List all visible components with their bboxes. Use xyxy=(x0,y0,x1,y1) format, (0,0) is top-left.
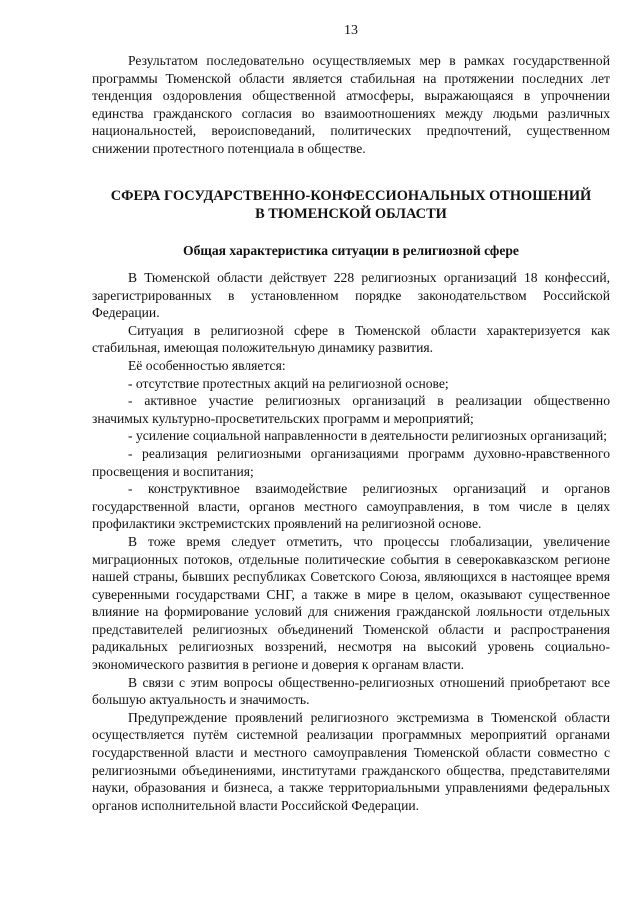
page-number: 13 xyxy=(344,23,358,38)
paragraph: В связи с этим вопросы общественно-религиозных отношений приобретают все большую актуальность и значимость. xyxy=(92,674,610,708)
paragraph: Ситуация в религиозной сфере в Тюменской области характеризуется как стабильная, имеющая положительную динамику развития. xyxy=(92,322,610,356)
intro-paragraph: Результатом последовательно осуществляемых мер в рамках государственной программы Тюменской области является стабильная на протяжении последних лет тенденция оздоровления общественной атмосферы, выражающаяся в упрочнении единства гражданского согласия во взаимоотношениях между людьми различных национальностей, вероисповеданий, политических предпочтений, существенном снижении протестного потенциала в обществе. xyxy=(92,53,610,156)
intro-block xyxy=(92,52,610,158)
subtitle: Общая характеристика ситуации в религиозной сфере xyxy=(183,243,519,258)
feature-item: - отсутствие протестных акций на религиозной основе; xyxy=(128,375,449,391)
feature-item: - усиление социальной направленности в деятельности религиозных организаций; xyxy=(128,428,608,444)
paragraph: Её особенностью является: xyxy=(128,357,286,373)
body-text xyxy=(92,269,610,814)
paragraph: Предупреждение проявлений религиозного экстремизма в Тюменской области осуществляется путём системной реализации программных мероприятий органами государственной власти и местного самоуправления Тюменской области совместно с религиозными объединениями, институтами гражданского общества, представителями науки, образования и бизнеса, а также территориальными управлениями федеральных органов исполнительной власти Российской Федерации. xyxy=(92,709,610,813)
paragraph: В Тюменской области действует 228 религиозных организаций 18 конфессий, зарегистрированных в установленном порядке законодательством Российской Федерации. xyxy=(92,270,610,321)
section-title xyxy=(92,187,610,223)
feature-item: - конструктивное взаимодействие религиозных организаций и органов государственной власти, органов местного самоуправления, в том числе в целях профилактики экстремистских проявлений на религиозной основе. xyxy=(92,481,610,532)
section-title-line-1: СФЕРА ГОСУДАРСТВЕННО-КОНФЕССИОНАЛЬНЫХ ОТНОШЕНИЙ xyxy=(110,188,592,204)
feature-item: - активное участие религиозных организаций в реализации общественно значимых культурно-просветительских программ и мероприятий; xyxy=(92,393,610,426)
section-title-line-2: В ТЮМЕНСКОЙ ОБЛАСТИ xyxy=(255,206,447,222)
feature-item: - реализация религиозными организациями программ духовно-нравственного просвещения и воспитания; xyxy=(92,445,610,479)
paragraph: В тоже время следует отметить, что процессы глобализации, увеличение миграционных потоков, отдельные политические события в северокавказском регионе нашей страны, бывших республиках Советского Союза, являющихся в настоящее время суверенными государствами СНГ, а также в мире в целом, оказывают существенное влияние на формирование условий для снижения гражданской лояльности отдельных представителей религиозных объединений Тюменской области и распространения радикальных религиозных воззрений, несмотря на высокий уровень социально-экономического развития в регионе и доверия к органам власти. xyxy=(92,533,610,673)
